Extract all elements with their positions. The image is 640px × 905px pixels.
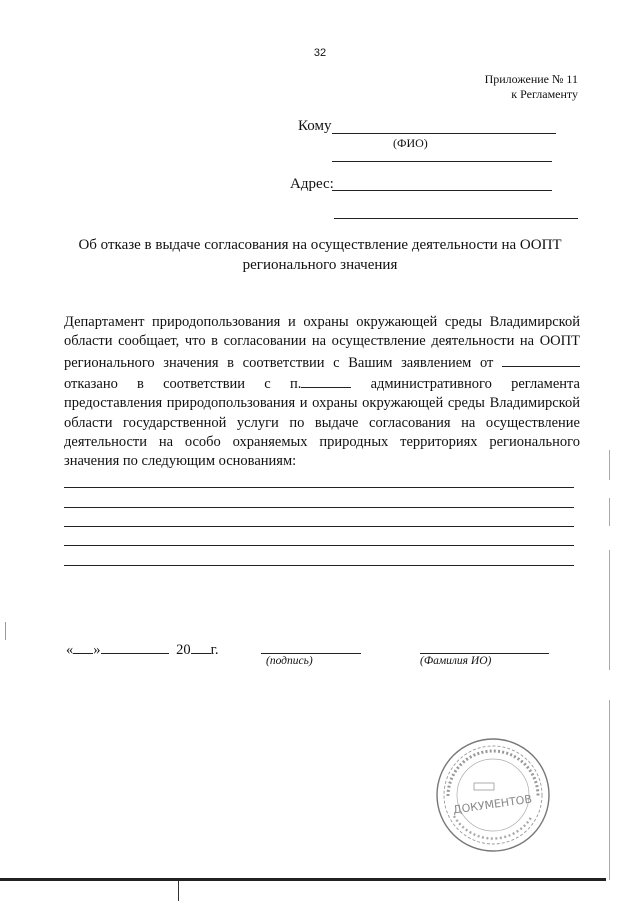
address-line-2: [334, 218, 578, 219]
fio-caption: (ФИО): [393, 136, 428, 150]
body-line-text: отказано в соответствии с п.: [64, 375, 302, 392]
page-bottom-edge: [0, 878, 606, 881]
year-blank: [191, 639, 211, 654]
application-date-blank: [502, 352, 580, 367]
stamp-text: ДОКУМЕНТОВ: [452, 792, 533, 817]
year-suffix: г.: [210, 641, 219, 658]
month-blank: [101, 639, 169, 654]
margin-mark: [5, 622, 6, 640]
body-line-text: административного регламента: [370, 375, 580, 392]
body-line: значения по следующим основаниям:: [64, 453, 297, 470]
body-paragraph: [64, 313, 580, 472]
appendix-regulation: к Регламенту: [511, 87, 578, 101]
body-line: Департамент природопользования и охраны окружающей среды Владимирской: [64, 314, 580, 330]
title-line-1: Об отказе в выдаче согласования на осуществление деятельности на ООПТ: [78, 237, 562, 253]
margin-mark: [609, 550, 610, 670]
address-line-1: [332, 190, 552, 191]
body-line: области государственной услуги по выдаче согласования на осуществление: [64, 414, 580, 431]
quote-close: »: [93, 641, 101, 658]
name-line: [420, 653, 549, 654]
name-caption: (Фамилия ИО): [420, 655, 492, 667]
margin-mark: [609, 498, 610, 526]
appendix-number: Приложение № 11: [484, 72, 578, 86]
appendix-header: [485, 72, 578, 102]
body-line: деятельности на особо охраняемых природных территориях регионального: [64, 433, 580, 450]
to-label: Кому: [298, 118, 332, 134]
signature-line: [261, 653, 361, 654]
margin-mark: [609, 700, 610, 880]
to-extra-line: [332, 161, 552, 162]
reason-line: [64, 487, 574, 488]
body-line: предоставления природопользования и охраны окружающей среды Владимирской: [64, 395, 580, 412]
margin-mark: [609, 450, 610, 480]
date-block: [66, 639, 219, 659]
day-blank: [73, 639, 93, 654]
reason-line: [64, 507, 574, 508]
year-prefix: 20: [176, 641, 191, 658]
clause-number-blank: [301, 373, 351, 388]
page-bottom-tick: [178, 881, 179, 901]
body-line: [64, 352, 580, 373]
title-line-2: регионального значения: [242, 257, 398, 273]
body-line: области сообщает, что в согласовании на осуществление деятельности на ООПТ: [64, 333, 580, 350]
reason-line: [64, 545, 574, 546]
body-line: [64, 373, 580, 394]
quote-open: «: [66, 641, 74, 658]
official-stamp: [434, 736, 552, 854]
document-title: [60, 235, 580, 275]
body-line-text: регионального значения в соответствии с Вашим заявлением от: [64, 354, 494, 371]
page-number: 32: [313, 47, 327, 59]
to-fio-line: [332, 133, 556, 134]
reason-line: [64, 565, 574, 566]
reason-line: [64, 526, 574, 527]
address-label: Адрес:: [290, 176, 334, 192]
signature-caption: (подпись): [266, 655, 313, 667]
